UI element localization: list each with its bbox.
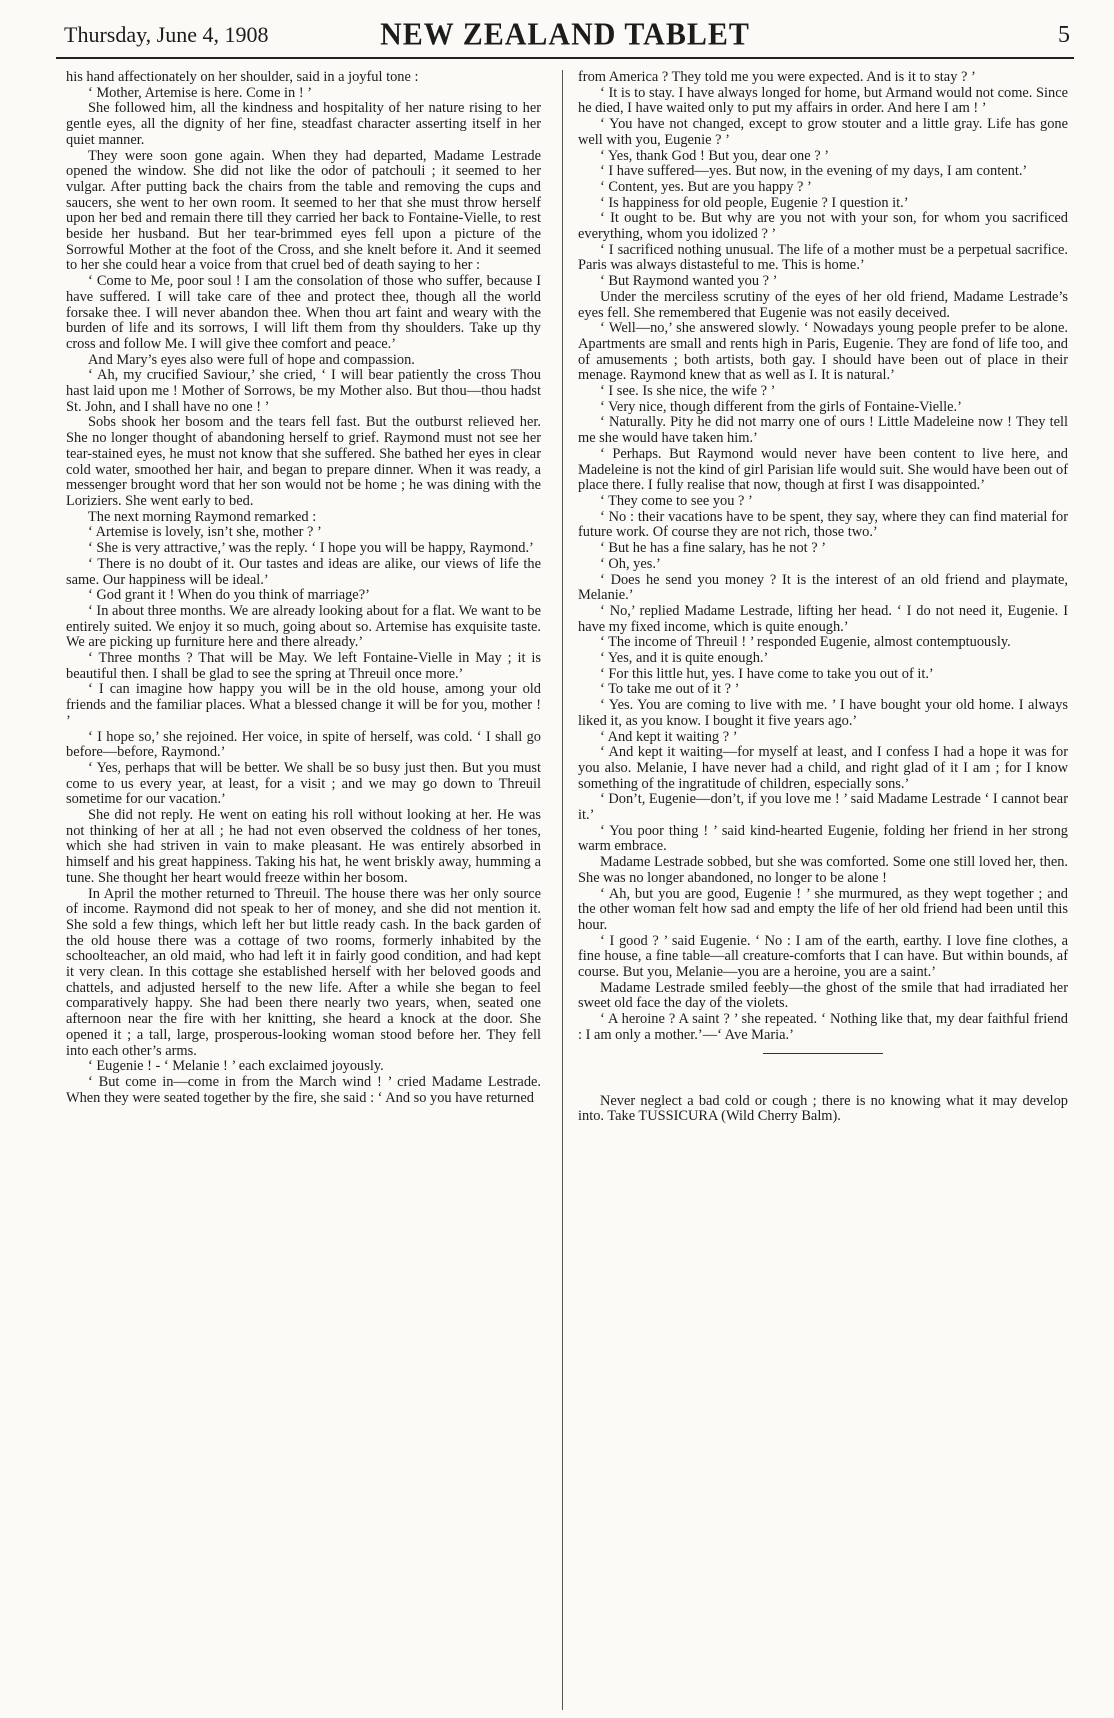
paragraph: ‘ Naturally. Pity he did not marry one of ours ! Little Madeleine now ! They tell me she would have taken him.’: [578, 414, 1068, 447]
paragraph: ‘ Eugenie ! - ‘ Melanie ! ’ each exclaimed joyously.: [88, 1058, 384, 1075]
paragraph: ‘ I hope so,’ she rejoined. Her voice, in spite of herself, was cold. ‘ I shall go before—before, Raymond.’: [66, 728, 541, 761]
paragraph: ‘ Oh, yes.’: [600, 555, 661, 572]
page-number: 5: [1058, 22, 1070, 48]
paragraph: ‘ Yes, perhaps that will be better. We shall be so busy just then. But you must come to us every year, at least, for a visit ; and we may go down to Threuil sometime for our vacation.’: [66, 759, 541, 808]
right-column: [578, 70, 1068, 1125]
paragraph: Sobs shook her bosom and the tears fell fast. But the outburst relieved her. She no longer thought of abandoning herself to grief. Raymond must not see her tear-stained eyes, he must not know that she suffered. She bathed her eyes in clear cold water, smoothed her hair, and began to prepare dinner. When it was ready, a messenger brought word that her son would not be home ; he was dining with the Loriziers. She went early to bed.: [66, 414, 541, 509]
paragraph: ‘ Mother, Artemise is here. Come in ! ’: [88, 84, 313, 101]
paragraph: ‘ I good ? ’ said Eugenie. ‘ No : I am of the earth, earthy. I love fine clothes, a fine house, a fine table—all creature-comforts that I can have. But within bounds, af course. But you, Melanie—you are a heroine, you are a saint.’: [578, 932, 1068, 981]
paragraph: ‘ Is happiness for old people, Eugenie ? I question it.’: [600, 194, 909, 211]
paragraph: ‘ Come to Me, poor soul ! I am the consolation of those who suffer, because I have suffered. I will take care of thee and protect thee, though all the world forsake thee. I will never abandon thee. When thou art faint and weary with the burden of life and its sorrows, I will lift them from thy shoulders. Take up thy cross and follow Me. I will give thee comfort and peace.’: [66, 273, 541, 352]
paragraph: ‘ I see. Is she nice, the wife ? ’: [600, 383, 776, 400]
paragraph: ‘ Don’t, Eugenie—don’t, if you love me ! ’ said Madame Lestrade ‘ I cannot bear it.’: [578, 791, 1068, 824]
paragraph: Madame Lestrade sobbed, but she was comforted. Some one still loved her, then. She was no longer abandoned, no longer to be alone !: [578, 854, 1068, 886]
paragraph: Under the merciless scrutiny of the eyes of her old friend, Madame Lestrade’s eyes fell. She remembered that Eugenie was not easily deceived.: [578, 288, 1068, 321]
paragraph: ‘ You have not changed, except to grow stouter and a little gray. Life has gone well with you, Eugenie ? ’: [578, 116, 1068, 148]
paragraph: They were soon gone again. When they had departed, Madame Lestrade opened the window. She did not like the odor of patchouli ; it seemed to her vulgar. After putting back the chairs from the table and removing the cups and saucers, she went to her own room. It seemed to her that she must throw herself upon her bed and remain there till they carried her back to Fontaine-Vielle, to rest beside her husband. But her tear-brimmed eyes fell upon a picture of the Sorrowful Mother at the foot of the Cross, and she knelt before it. And it seemed to her she could hear a voice from that cruel bed of death saying to her :: [66, 147, 541, 274]
paragraph: ‘ And kept it waiting—for myself at least, and I confess I had a hope it was for you also. Melanie, I have never had a child, and right glad of it I am ; for I know something of the ingratitude of children, especially sons.’: [578, 744, 1068, 792]
left-column: [66, 70, 541, 1106]
masthead: [56, 16, 1074, 58]
advertisement: Never neglect a bad cold or cough ; there is no knowing what it may develop into. Take TUSSICURA (Wild Cherry Balm).: [578, 1092, 1068, 1125]
paragraph: ‘ You poor thing ! ’ said kind-hearted Eugenie, folding her friend in her strong warm embrace.: [578, 822, 1068, 855]
paragraph: ‘ Does he send you money ? It is the interest of an old friend and playmate, Melanie.’: [578, 571, 1068, 604]
paragraph: ‘ I can imagine how happy you will be in the old house, among your old friends and the familiar places. What a blessed change it will be for you, mother ! ’: [66, 681, 541, 729]
paragraph: ‘ A heroine ? A saint ? ’ she repeated. ‘ Nothing like that, my dear faithful friend : I am only a mother.’—‘ Ave Maria.’: [578, 1011, 1068, 1043]
paragraph: ‘ But come in—come in from the March wind ! ’ cried Madame Lestrade. When they were seated together by the fire, she said : ‘ And so you have returned: [66, 1074, 541, 1106]
issue-date: Thursday, June 4, 1908: [64, 22, 269, 47]
paragraph: ‘ Three months ? That will be May. We left Fontaine-Vielle in May ; it is beautiful then. I shall be glad to see the spring at Threuil once more.’: [66, 650, 541, 682]
paragraph: The next morning Raymond remarked :: [88, 508, 317, 525]
paragraph: ‘ Ah, my crucified Saviour,’ she cried, ‘ I will bear patiently the cross Thou hast laid upon me ! Mother of Sorrows, be my Mother also. But thou—thou hadst St. John, and I shall have no one ! ’: [66, 367, 541, 415]
paragraph: ‘ It is to stay. I have always longed for home, but Armand would not come. Since he died, I have waited only to put my affairs in order. And here I am ! ’: [578, 84, 1068, 117]
paragraph: ‘ To take me out of it ? ’: [600, 681, 740, 698]
paragraph: Madame Lestrade smiled feebly—the ghost of the smile that had irradiated her sweet old face the day of the violets.: [578, 979, 1068, 1012]
paragraph: In April the mother returned to Threuil. The house there was her only source of income. Raymond did not speak to her of money, and she did not mention it. She sold a few things, which left her but little ready cash. In the back garden of the old house there was a cottage of two rooms, formerly inhabited by the schoolteacher, an old maid, who had left it in fairly good condition, and had kept it very clean. In this cottage she established herself with her beloved goods and chattels, and adjusted herself to the new life. After a while she began to feel comparatively happy. She had been there nearly two years, when, seated one afternoon near the fire with her knitting, she heard a knock at the door. She opened it ; a tall, large, prosperous-looking woman stood before her. They fell into each other’s arms.: [66, 885, 541, 1059]
paragraph: ‘ Perhaps. But Raymond would never have been content to live here, and Madeleine is not the kind of girl Parisian life would suit. She would have been out of place there. I fully realise that now, though at first I was disappointed.’: [578, 445, 1068, 494]
paragraph: ‘ For this little hut, yes. I have come to take you out of it.’: [600, 665, 934, 682]
paragraph: ‘ The income of Threuil ! ’ responded Eugenie, almost contemptuously.: [600, 634, 1011, 651]
story-end-rule: [763, 1053, 883, 1054]
paragraph: ‘ Yes. You are coming to live with me. ’ I have bought your old home. I always liked it, as you know. I bought it five years ago.’: [578, 697, 1068, 729]
paragraph: ‘ God grant it ! When do you think of marriage?’: [88, 587, 370, 604]
paragraph: ‘ No,’ replied Madame Lestrade, lifting her head. ‘ I do not need it, Eugenie. I have my fixed income, which is quite enough.’: [578, 602, 1068, 635]
paragraph: ‘ No : their vacations have to be spent, they say, where they can find material for future work. Of course they are not rich, those two.’: [578, 508, 1068, 541]
paragraph: ‘ Artemise is lovely, isn’t she, mother ? ’: [88, 524, 322, 541]
paragraph: ‘ Yes, thank God ! But you, dear one ? ’: [600, 147, 830, 164]
header-rule: [56, 57, 1074, 59]
paragraph: ‘ And kept it waiting ? ’: [600, 728, 738, 745]
newspaper-title: NEW ZEALAND TABLET: [380, 17, 750, 52]
paragraph: ‘ But Raymond wanted you ? ’: [600, 273, 778, 290]
paragraph: ‘ Well—no,’ she answered slowly. ‘ Nowadays young people prefer to be alone. Apartments are small and rents high in Paris, Eugenie. They are fond of life too, and of amusements ; both artists, both gay. I should have been out of place in their menage. Raymond knew that as well as I. It is natural.’: [578, 320, 1068, 384]
column-divider: [562, 70, 563, 1710]
paragraph: ‘ In about three months. We are already looking about for a flat. We want to be entirely suited. We enjoy it so much, going about so. Artemise has exquisite taste. We are picking up furniture here and there already.’: [66, 602, 541, 651]
paragraph: ‘ Content, yes. But are you happy ? ’: [600, 178, 812, 195]
paragraph: And Mary’s eyes also were full of hope and compassion.: [88, 351, 415, 368]
paragraph: She followed him, all the kindness and hospitality of her nature rising to her gentle eyes, all the dignity of her fine, steadfast character asserting itself in her quiet manner.: [66, 100, 541, 148]
paragraph: ‘ She is very attractive,’ was the reply. ‘ I hope you will be happy, Raymond.’: [88, 540, 534, 557]
paragraph: ‘ It ought to be. But why are you not with your son, for whom you sacrificed everything, whom you idolized ? ’: [578, 210, 1068, 243]
paragraph: his hand affectionately on her shoulder, said in a joyful tone :: [66, 69, 419, 85]
paragraph: from America ? They told me you were expected. And is it to stay ? ’: [578, 69, 976, 85]
paragraph: ‘ Ah, but you are good, Eugenie ! ’ she murmured, as they wept together ; and the other woman felt how sad and empty the life of her old friend had been until this hour.: [578, 885, 1068, 933]
paragraph: She did not reply. He went on eating his roll without looking at her. He was not thinking of her at all ; he had not even observed the coldness of her tones, which she had striven in vain to make pleasant. He was entirely absorbed in himself and his great happiness. Taking his hat, he went briskly away, humming a tune. She thought her heart would freeze within her bosom.: [66, 807, 541, 886]
paragraph: ‘ I have suffered—yes. But now, in the evening of my days, I am content.’: [600, 163, 1028, 180]
paragraph: ‘ I sacrificed nothing unusual. The life of a mother must be a perpetual sacrifice. Paris was always distasteful to me. This is home.’: [578, 241, 1068, 274]
paragraph: ‘ They come to see you ? ’: [600, 492, 753, 509]
paragraph: ‘ There is no doubt of it. Our tastes and ideas are alike, our views of life the same. Our happiness will be ideal.’: [66, 555, 541, 588]
paragraph: ‘ Very nice, though different from the girls of Fontaine-Vielle.’: [600, 398, 962, 415]
paragraph: ‘ Yes, and it is quite enough.’: [600, 650, 769, 667]
paragraph: ‘ But he has a fine salary, has he not ? ’: [600, 540, 827, 557]
